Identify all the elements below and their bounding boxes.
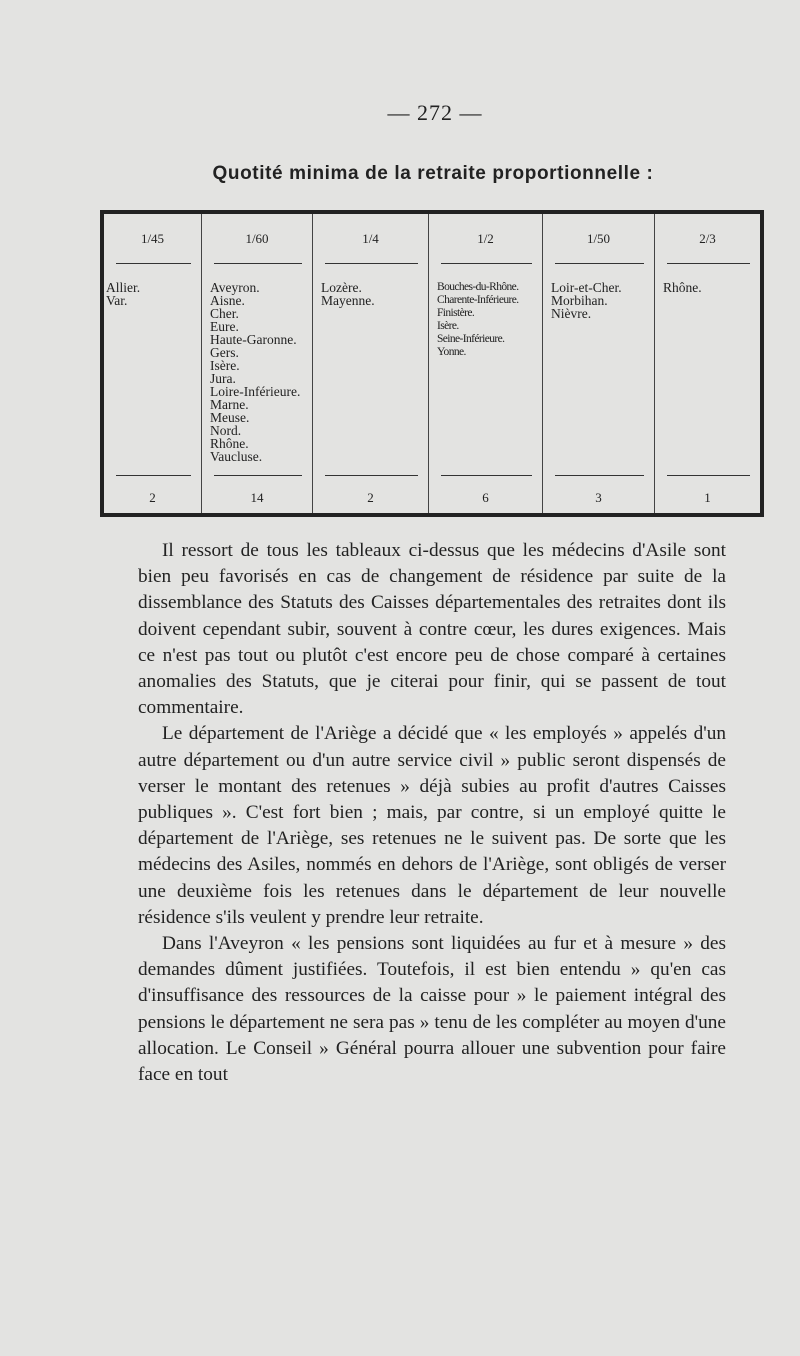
page-number: — 272 —: [387, 100, 483, 125]
column-total: 6: [429, 476, 543, 513]
department-item: Haute-Garonne.: [210, 332, 297, 347]
department-item: Seine-Inférieure.: [437, 333, 505, 345]
paragraph: Le département de l'Ariège a décidé que « les employés » appelés d'un autre département ou d'un autre service civil » public seront dispensés de verser le montant des retenues » déjà subies au profit d'autres Caisses publiques ». C'est fort bien ; mais, par contre, si un employé quitte le département de l'Ariège, ses retenues ne le suivent pas. De sorte que les médecins des Asiles, nommés en dehors de l'Ariège, sont obligés de verser une deuxième fois les retenues dans le département de leur nouvelle résidence s'ils veulent y prendre leur retraite.: [138, 723, 726, 928]
department-item: Eure.: [210, 319, 239, 334]
department-item: Jura.: [210, 371, 236, 386]
column-total: 2: [313, 476, 429, 513]
department-item: Isère.: [210, 358, 240, 373]
column-total: 3: [543, 476, 655, 513]
department-item: Cher.: [210, 306, 239, 321]
quota-table: [100, 210, 764, 517]
column-departments-1-4: [313, 264, 429, 476]
column-total: 14: [202, 476, 313, 513]
department-item: Gers.: [210, 345, 239, 360]
department-item: Loir-et-Cher.: [551, 280, 622, 295]
department-item: Finistère.: [437, 307, 475, 319]
column-total: 2: [104, 476, 202, 513]
column-departments-1-45: [104, 264, 202, 476]
paragraph: Il ressort de tous les tableaux ci-dessus que les médecins d'Asile sont bien peu favorisés en cas de changement de résidence par suite de la dissemblance des Statuts des Caisses départementales des retraites dont ils doivent cependant subir, souvent à contre cœur, les dures exigences. Mais ce n'est pas tout ou plutôt c'est encore peu de chose comparé à certaines anomalies des Statuts, que je citerai pour finir, qui se passent de tout commentaire.: [138, 540, 726, 719]
department-item: Var.: [106, 293, 128, 308]
column-departments-2-3: [655, 264, 760, 476]
department-item: Yonne.: [437, 346, 466, 358]
column-departments-1-2: [429, 264, 543, 476]
column-header-1-2: 1/2: [429, 214, 543, 264]
column-departments-1-60: [202, 264, 313, 476]
department-item: Bouches-du-Rhône.: [437, 281, 519, 293]
department-item: Loire-Inférieure.: [210, 384, 301, 399]
department-item: Rhône.: [663, 280, 702, 295]
column-header-1-4: 1/4: [313, 214, 429, 264]
column-header-2-3: 2/3: [655, 214, 760, 264]
column-header-1-50: 1/50: [543, 214, 655, 264]
department-item: Isère.: [437, 320, 459, 332]
department-item: Nièvre.: [551, 306, 592, 321]
table-heading: Quotité minima de la retraite proportionnelle :: [212, 163, 654, 184]
paragraph: Dans l'Aveyron « les pensions sont liquidées au fur et à mesure » des demandes dûment justifiées. Toutefois, il est bien entendu » qu'en cas d'insuffisance des ressources de la caisse pour » le paiement intégral des pensions le département ne sera pas » tenu de les compléter au moyen d'une allocation. Le Conseil » Général pourra allouer une subvention pour faire face en tout: [138, 933, 726, 1086]
department-item: Aveyron.: [210, 280, 260, 295]
department-item: Lozère.: [321, 280, 362, 295]
column-total: 1: [704, 490, 711, 505]
department-item: Mayenne.: [321, 293, 375, 308]
department-item: Nord.: [210, 423, 242, 438]
column-departments-1-50: [543, 264, 655, 476]
body-text: [138, 538, 726, 1088]
department-item: Allier.: [106, 280, 141, 295]
department-item: Marne.: [210, 397, 249, 412]
department-item: Vaucluse.: [210, 449, 263, 464]
department-item: Rhône.: [210, 436, 249, 451]
department-item: Aisne.: [210, 293, 245, 308]
department-item: Meuse.: [210, 410, 250, 425]
column-header-1-60: 1/60: [202, 214, 313, 264]
department-item: Morbihan.: [551, 293, 608, 308]
column-header-1-45: 1/45: [104, 214, 202, 264]
department-item: Charente-Inférieure.: [437, 294, 519, 306]
